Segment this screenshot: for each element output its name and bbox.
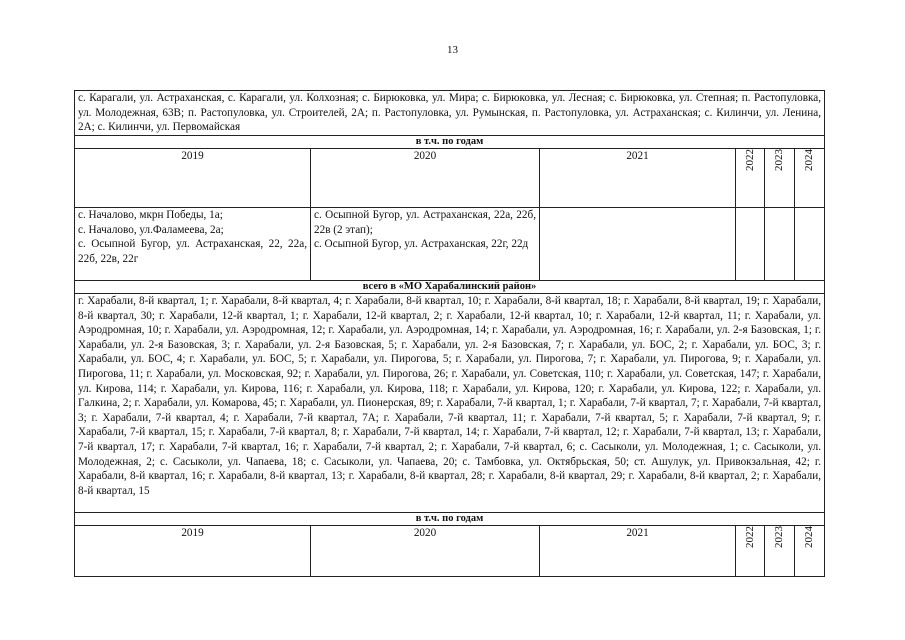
- section1-addresses-row: [75, 91, 825, 136]
- section1-year-2022: 2022: [736, 149, 765, 208]
- section2-total-row: [75, 281, 825, 294]
- section1-year-2024: 2024: [795, 149, 825, 208]
- section2-year-2020: 2020: [311, 526, 540, 577]
- section1-values-2024: [795, 208, 825, 281]
- section2-year-2022: 2022: [736, 526, 765, 577]
- section1-year-2020: 2020: [311, 149, 540, 208]
- section1-breakdown-header: в т.ч. по годам: [75, 136, 825, 149]
- value-line: с. Началово, мкрн Победы, 1а;: [78, 209, 223, 221]
- section1-addresses: с. Карагали, ул. Астраханская, с. Карагали, ул. Колхозная; с. Бирюковка, ул. Мира; с. Бирюковка, ул. Лесная; с. Бирюковка, ул. Степная; п. Растопуловка, ул. Молодежная, 63В; п. Растопуловка, ул. Строителей, 2А; п. Растопуловка, ул. Румынская, п. Растопуловка, ул. Астраханская; с. Килинчи, ул. Ленина, 2А; с. Килинчи, ул. Первомайская: [75, 91, 825, 136]
- page-number: 13: [447, 44, 458, 56]
- section1-values-2022: [736, 208, 765, 281]
- section1-years-row: [75, 149, 825, 208]
- section1-values-2020: [311, 208, 540, 281]
- value-line: с. Осыпной Бугор, ул. Астраханская, 22г, 22д: [314, 238, 529, 251]
- section2-years-row: [75, 526, 825, 577]
- section1-values-2023: [765, 208, 795, 281]
- section1-breakdown-row: [75, 136, 825, 149]
- value-line: с. Началово, ул.Фаламеева, 2а;: [78, 223, 224, 236]
- value-line: с. Осыпной Бугор, ул. Астраханская, 22а, 22б, 22в (2 этап);: [314, 209, 536, 236]
- section1-values-2021: [540, 208, 736, 281]
- section1-year-2021: 2021: [540, 149, 736, 208]
- section2-breakdown-row: [75, 513, 825, 526]
- section2-total-header: всего в «МО Харабалинский район»: [75, 281, 825, 294]
- section2-year-2024: 2024: [795, 526, 825, 577]
- section1-year-2019: 2019: [75, 149, 311, 208]
- section2-year-2021: 2021: [540, 526, 736, 577]
- value-line: с. Осыпной Бугор, ул. Астраханская, 22, 22а, 22б, 22в, 22г: [78, 238, 307, 265]
- section2-breakdown-header: в т.ч. по годам: [75, 513, 825, 526]
- section2-addresses-row: [75, 294, 825, 513]
- section1-year-2023: 2023: [765, 149, 795, 208]
- addresses-table: [74, 90, 825, 577]
- section2-addresses: г. Харабали, 8-й квартал, 1; г. Харабали, 8-й квартал, 4; г. Харабали, 8-й квартал, 10; г. Харабали, 8-й квартал, 18; г. Харабали, 8-й квартал, 19; г. Харабали, 8-й квартал, 30; г. Харабали, 12-й квартал, 1; г. Харабали, 12-й квартал, 2; г. Харабали, 12-й квартал, 10; г. Харабали, 12-й квартал, 11; г. Харабали, ул. Аэродромная, 10; г. Харабали, ул. Аэродромная, 12; г. Харабали, ул. Аэродромная, 14; г. Харабали, ул. Аэродромная, 16; г. Харабали, ул. 2-я Базовская, 1; г. Харабали, ул. 2-я Базовская, 3; г. Харабали, ул. 2-я Базовская, 5; г. Харабали, ул. 2-я Базовская, 7; г. Харабали, ул. БОС, 2; г. Харабали, ул. БОС, 3; г. Харабали, ул. БОС, 4; г. Харабали, ул. БОС, 5; г. Харабали, ул. Пирогова, 5; г. Харабали, ул. Пирогова, 7; г. Харабали, ул. Пирогова, 9; г. Харабали, ул. Пирогова, 11; г. Харабали, ул. Московская, 92; г. Харабали, ул. Пирогова, 26; г. Харабали, ул. Советская, 110; г. Харабали, ул. Советская, 147; г. Харабали, ул. Кирова, 114; г. Харабали, ул. Кирова, 116; г. Харабали, ул. Кирова, 118; г. Харабали, ул. Кирова, 120; г. Харабали, ул. Кирова, 122; г. Харабали, ул. Галкина, 2; г. Харабали, ул. Комарова, 45; г. Харабали, ул. Пионерская, 89; г. Харабали, 7-й квартал, 1; г. Харабали, 7-й квартал, 7; г. Харабали, 7-й квартал, 3; г. Харабали, 7-й квартал, 4; г. Харабали, 7-й квартал, 7А; г. Харабали, 7-й квартал, 11; г. Харабали, 7-й квартал, 5; г. Харабали, 7-й квартал, 9; г. Харабали, 7-й квартал, 15; г. Харабали, 7-й квартал, 8; г. Харабали, 7-й квартал, 14; г. Харабали, 7-й квартал, 12; г. Харабали, 7-й квартал, 13; г. Харабали, 7-й квартал, 17; г. Харабали, 7-й квартал, 16; г. Харабали, 7-й квартал, 2; г. Харабали, 7-й квартал, 6; с. Сасыколи, ул. Молодежная, 1; с. Сасыколи, ул. Молодежная, 2; с. Сасыколи, ул. Чапаева, 18; с. Сасыколи, ул. Чапаева, 20; с. Тамбовка, ул. Октябрьская, 50; ст. Ашулук, ул. Привокзальная, 42; г. Харабали, 8-й квартал, 16; г. Харабали, 8-й квартал, 13; г. Харабали, 8-й квартал, 28; г. Харабали, 8-й квартал, 29; г. Харабали, 8-й квартал, 2; г. Харабали, 8-й квартал, 15: [75, 294, 825, 513]
- section2-year-2019: 2019: [75, 526, 311, 577]
- section1-values-2019: [75, 208, 311, 281]
- section2-year-2023: 2023: [765, 526, 795, 577]
- section1-values-row: [75, 208, 825, 281]
